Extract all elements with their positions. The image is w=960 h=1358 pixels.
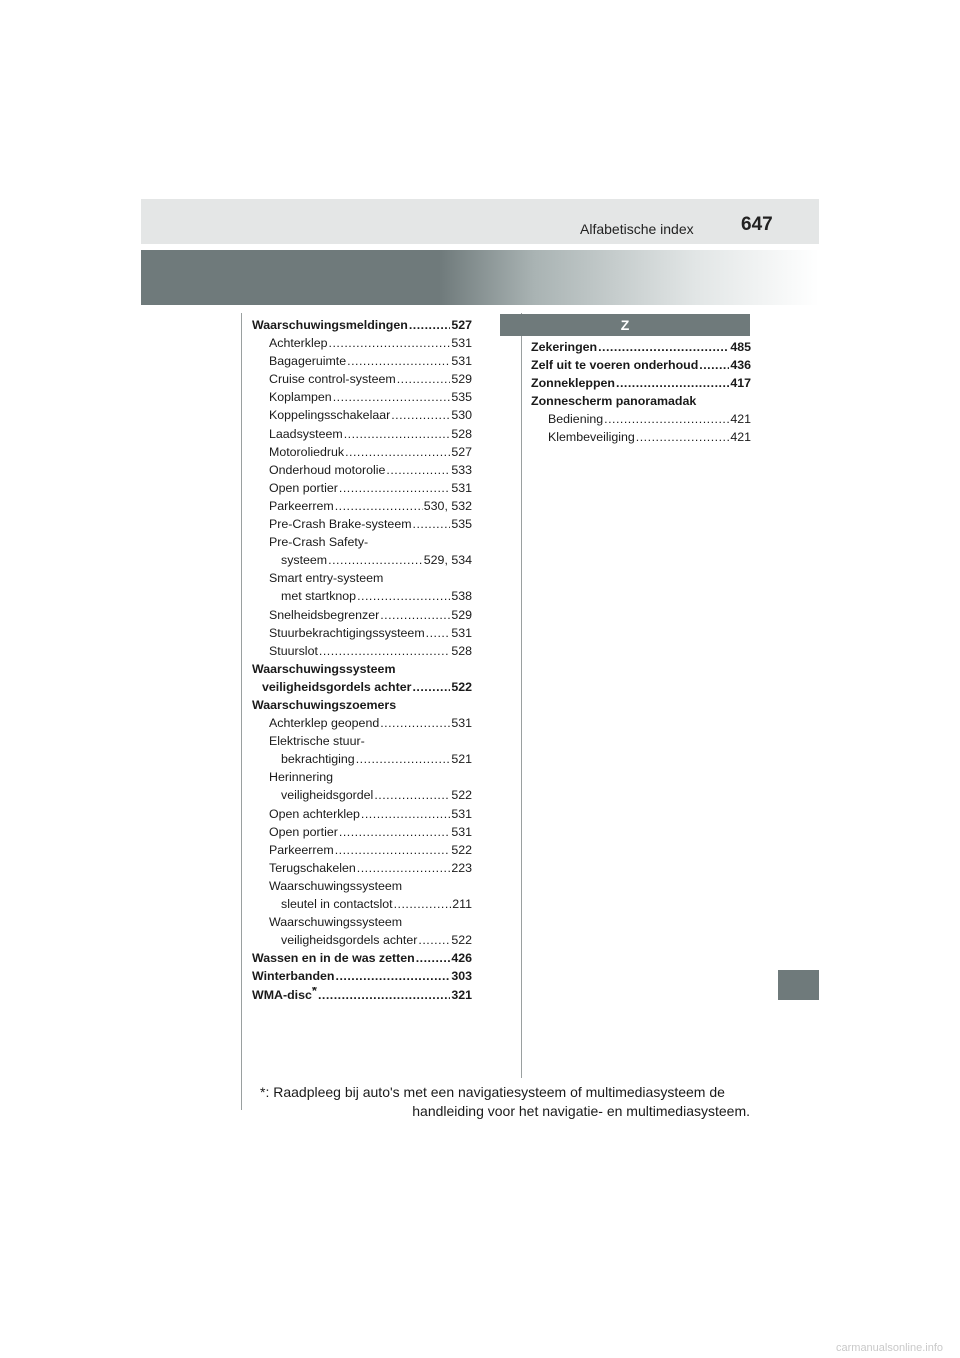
index-entry-term: Waarschuwingsmeldingen <box>252 318 408 332</box>
index-entry <box>252 535 472 553</box>
footnote-marker: * <box>311 987 317 999</box>
index-entry-term: bekrachtiging <box>281 752 355 767</box>
index-entry-page: 538 <box>451 589 472 604</box>
index-entry <box>252 698 472 716</box>
index-entry-term: Winterbanden <box>252 969 335 984</box>
index-entry-term: Achterklep <box>269 336 328 351</box>
dot-leader <box>394 897 452 911</box>
dot-leader <box>357 589 450 603</box>
index-entry <box>252 644 472 662</box>
dot-leader <box>357 861 451 875</box>
index-entry-term: Pre-Crash Safety- <box>269 535 369 550</box>
index-entry-term: Parkeerrem <box>269 498 334 513</box>
index-entry-term: met startknop <box>281 589 357 604</box>
index-entry-term: systeem <box>281 553 328 568</box>
dot-leader <box>413 517 451 531</box>
index-entry-page: 529 <box>451 372 472 387</box>
index-entry-term: Herinnering <box>269 770 334 785</box>
index-entry-term: veiligheidsgordels achter <box>262 679 412 694</box>
dot-leader <box>409 318 450 332</box>
index-entry-page: 531 <box>451 480 472 495</box>
index-entry-term: Bagageruimte <box>269 354 347 369</box>
index-entry-term: Snelheidsbegrenzer <box>269 607 380 622</box>
index-entry-page: 535 <box>451 390 472 405</box>
index-entry-page: 531 <box>451 354 472 369</box>
dot-leader <box>380 608 450 622</box>
index-entry <box>252 571 472 589</box>
dot-leader <box>416 951 451 965</box>
index-entry-term: veiligheidsgordel <box>281 788 374 803</box>
dot-leader <box>604 412 729 426</box>
index-entry <box>252 390 472 408</box>
index-entry-term: Zonnekleppen <box>531 376 615 391</box>
dot-leader <box>345 445 450 459</box>
footnote <box>260 1083 750 1121</box>
dot-leader <box>386 463 450 477</box>
index-entry <box>531 376 751 394</box>
index-entry-term: Zonnescherm panoramadak <box>531 394 697 409</box>
index-entry-page: 531 <box>451 625 472 640</box>
index-entry-page: 522 <box>451 842 472 857</box>
dot-leader <box>356 752 451 766</box>
index-entry <box>252 608 472 626</box>
index-entry <box>252 626 472 644</box>
index-entry-page: 426 <box>451 951 472 966</box>
left-column-rule <box>241 313 242 1110</box>
dot-leader <box>336 969 451 983</box>
index-column-right <box>531 340 751 449</box>
letter-heading-z: Z <box>500 314 750 336</box>
index-entry-page: 421 <box>730 430 751 445</box>
index-entry-page: 223 <box>451 860 472 875</box>
dot-leader <box>412 680 450 694</box>
index-entry <box>252 825 472 843</box>
dot-leader <box>426 626 451 640</box>
dot-leader <box>333 390 451 404</box>
index-entry-page: 211 <box>452 897 472 911</box>
index-entry <box>252 807 472 825</box>
index-entry-term: sleutel in contactslot <box>281 897 393 911</box>
index-entry <box>252 427 472 445</box>
index-entry-term: Open portier <box>269 480 338 495</box>
index-entry <box>252 879 472 897</box>
footnote-line-1: *: Raadpleeg bij auto's met een navigatiesysteem of multimediasysteem de <box>260 1084 725 1100</box>
index-entry-term: Zelf uit te voeren onderhoud <box>531 358 699 373</box>
index-entry <box>531 340 751 358</box>
index-entry-page: 527 <box>451 318 472 332</box>
index-entry <box>252 969 472 987</box>
index-entry-page: 521 <box>451 752 472 767</box>
index-entry <box>252 897 472 915</box>
index-entry <box>252 499 472 517</box>
dot-leader <box>347 354 450 368</box>
index-entry-page: 531 <box>451 824 472 839</box>
index-entry <box>252 589 472 607</box>
header-band <box>141 199 819 244</box>
index-entry-term: Koplampen <box>269 390 332 405</box>
index-entry <box>252 408 472 426</box>
chapter-tab <box>778 970 819 1000</box>
index-entry-term: Pre-Crash Brake-systeem <box>269 517 412 532</box>
index-entry-term: Laadsysteem <box>269 426 343 441</box>
index-entry <box>252 788 472 806</box>
index-entry <box>252 318 472 336</box>
index-entry-term: Bediening <box>548 412 604 427</box>
index-entry <box>252 752 472 770</box>
index-entry <box>252 843 472 861</box>
dot-leader <box>391 408 450 422</box>
index-entry-page: 436 <box>730 358 751 373</box>
dot-leader <box>339 481 450 495</box>
index-entry <box>252 336 472 354</box>
index-entry-term: Waarschuwingssysteem <box>269 915 403 930</box>
dot-leader <box>344 427 451 441</box>
index-entry-page: 417 <box>730 376 751 391</box>
dot-leader <box>328 553 423 567</box>
index-entry <box>252 463 472 481</box>
index-entry-page: 303 <box>451 969 472 984</box>
watermark-text: carmanualsonline.info <box>836 1342 944 1354</box>
index-entry-term: Waarschuwingszoemers <box>252 697 397 712</box>
footnote-line-2: handleiding voor het navigatie- en multimediasysteem. <box>412 1103 750 1119</box>
index-entry-page: 533 <box>451 462 472 477</box>
index-column-left <box>252 318 472 1006</box>
dot-leader <box>418 933 450 947</box>
page-number: 647 <box>741 214 773 235</box>
index-entry-term: Open achterklep <box>269 806 360 821</box>
index-entry-term: Waarschuwingssysteem <box>252 661 396 676</box>
index-entry <box>531 358 751 376</box>
index-entry-page: 528 <box>451 426 472 441</box>
index-entry <box>252 481 472 499</box>
index-entry-term: Stuurbekrachtigingssysteem <box>269 625 425 640</box>
middle-column-rule <box>521 313 522 1078</box>
index-entry-page: 522 <box>451 933 472 948</box>
dot-leader <box>397 372 451 386</box>
index-entry-page: 528 <box>451 643 472 658</box>
index-entry <box>252 662 472 680</box>
index-entry-page: 527 <box>451 444 472 459</box>
index-entry-page: 529 <box>451 607 472 622</box>
index-entry-term: Cruise control-systeem <box>269 372 396 387</box>
index-entry-page: 522 <box>451 788 472 803</box>
index-entry-term: Klembeveiliging <box>548 430 635 445</box>
index-entry-term: Waarschuwingssysteem <box>269 878 403 893</box>
index-entry <box>252 915 472 933</box>
index-entry-page: 522 <box>451 679 472 694</box>
index-entry-term: Motoroliedruk <box>269 444 345 459</box>
index-entry <box>531 394 751 412</box>
index-entry-page: 531 <box>451 716 472 731</box>
index-entry <box>252 951 472 969</box>
index-entry <box>252 445 472 463</box>
dot-leader <box>380 716 450 730</box>
index-entry-page: 529, 534 <box>423 553 472 568</box>
index-entry-term: Zekeringen <box>531 340 598 354</box>
dot-leader <box>339 825 450 839</box>
index-entry <box>531 412 751 430</box>
dot-leader <box>616 376 729 390</box>
dot-leader <box>329 336 451 350</box>
index-entry-page: 531 <box>451 806 472 821</box>
dot-leader <box>699 358 729 372</box>
dot-leader <box>636 430 730 444</box>
index-entry-term: Smart entry-systeem <box>269 571 384 586</box>
index-entry <box>252 933 472 951</box>
dot-leader <box>318 988 450 1002</box>
dot-leader <box>335 499 423 513</box>
index-entry <box>252 861 472 879</box>
page-section-title: Alfabetische index <box>580 221 694 237</box>
index-entry-term: veiligheidsgordels achter <box>281 933 418 948</box>
index-entry-page: 321 <box>451 988 472 1003</box>
gradient-banner <box>141 250 819 305</box>
dot-leader <box>361 807 450 821</box>
index-entry-page: 531 <box>451 336 472 351</box>
index-entry-term: Parkeerrem <box>269 842 334 857</box>
index-entry <box>252 680 472 698</box>
index-entry-page: 535 <box>451 517 472 532</box>
index-entry-page: 485 <box>730 340 751 354</box>
index-entry-term: Achterklep geopend <box>269 716 380 731</box>
index-entry-page: 421 <box>730 412 751 427</box>
index-entry <box>252 354 472 372</box>
index-entry-term: Elektrische stuur- <box>269 734 365 749</box>
dot-leader <box>598 340 729 354</box>
dot-leader <box>335 843 451 857</box>
index-entry-term: Wassen en in de was zetten <box>252 951 415 966</box>
index-entry <box>252 517 472 535</box>
index-entry-page: 530 <box>451 408 472 423</box>
index-entry <box>252 553 472 571</box>
index-entry <box>252 770 472 788</box>
index-entry-term: Stuurslot <box>269 643 318 658</box>
dot-leader <box>319 644 450 658</box>
index-entry-term: Open portier <box>269 824 338 839</box>
index-entry <box>252 987 472 1005</box>
index-entry-term: WMA-disc <box>252 988 312 1003</box>
index-entry <box>252 372 472 390</box>
index-entry <box>531 430 751 448</box>
index-entry-page: 530, 532 <box>423 498 472 513</box>
index-entry <box>252 716 472 734</box>
index-entry-term: Terugschakelen <box>269 860 356 875</box>
dot-leader <box>374 788 450 802</box>
index-entry <box>252 734 472 752</box>
index-entry-term: Onderhoud motorolie <box>269 462 386 477</box>
index-entry-term: Koppelingsschakelaar <box>269 408 391 423</box>
